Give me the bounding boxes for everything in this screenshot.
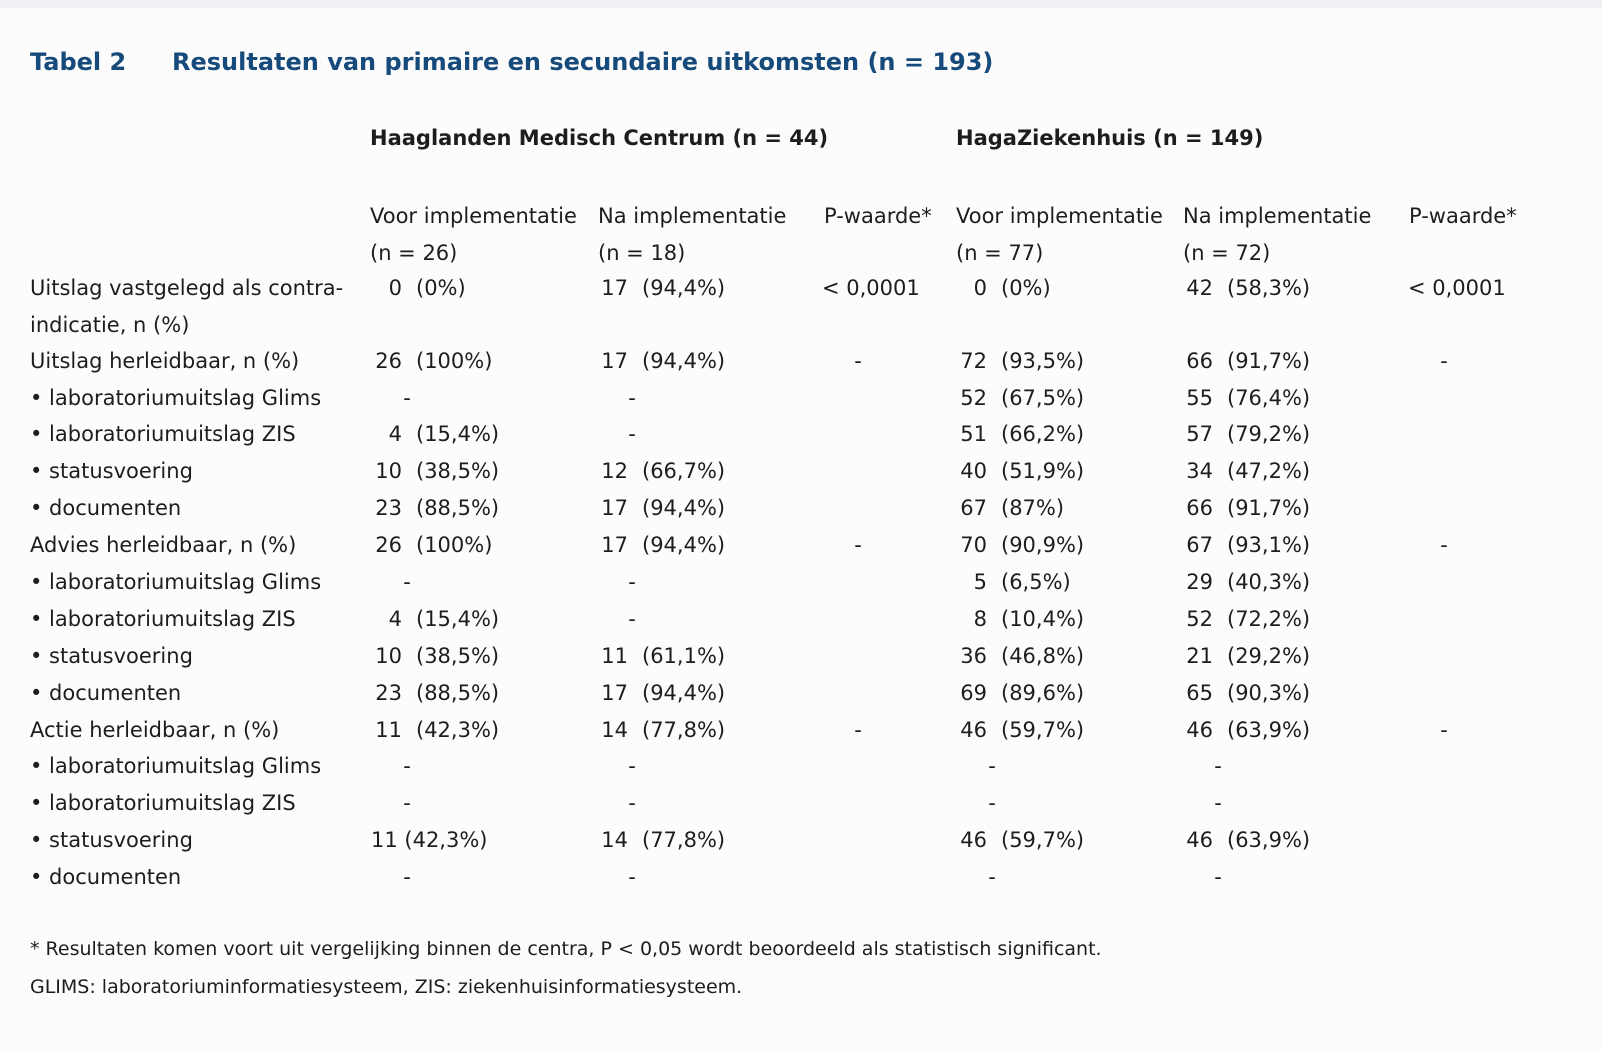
row-label: • statusvoering (30, 828, 193, 852)
cell-count: 14 (601, 718, 628, 742)
cell-percentage: (15,4%) (416, 422, 500, 446)
cell-count: 66 (1186, 496, 1213, 520)
cell-empty-dash: - (988, 754, 996, 778)
cell-count: 51 (960, 422, 987, 446)
cell-percentage: (77,8%) (642, 718, 726, 742)
table-row (0, 343, 1602, 380)
table-row (0, 601, 1602, 638)
column-header-label: P-waarde* (1409, 204, 1517, 228)
footnote-abbreviations: GLIMS: laboratoriuminformatiesysteem, ZIS: ziekenhuisinformatiesysteem. (30, 976, 743, 998)
row-label: • laboratoriumuitslag Glims (30, 570, 322, 594)
row-label: • laboratoriumuitslag Glims (30, 386, 322, 410)
cell-count: 46 (960, 828, 987, 852)
cell-percentage: (0%) (416, 276, 466, 300)
column-header-n: (n = 77) (956, 241, 1044, 265)
cell-count: 14 (601, 828, 628, 852)
cell-count: 4 (388, 607, 402, 631)
cell-percentage: (100%) (416, 349, 493, 373)
column-header-n: (n = 72) (1183, 241, 1271, 265)
cell-percentage: (67,5%) (1001, 386, 1085, 410)
column-header-label: Voor implementatie (370, 204, 577, 228)
cell-percentage: (59,7%) (1001, 828, 1085, 852)
cell-percentage: (66,7%) (642, 459, 726, 483)
row-label: Uitslag vastgelegd als contra- (30, 276, 344, 300)
cell-count: 17 (601, 276, 628, 300)
cell-empty-dash: - (628, 386, 636, 410)
cell-p-value: - (1440, 533, 1448, 557)
cell-percentage: (46,8%) (1001, 644, 1085, 668)
cell-percentage: (61,1%) (642, 644, 726, 668)
cell-empty-dash: - (988, 791, 996, 815)
cell-percentage: (87%) (1001, 496, 1065, 520)
column-header (370, 198, 577, 272)
cell-count: 10 (375, 459, 402, 483)
cell-percentage: (88,5%) (416, 496, 500, 520)
row-label: Advies herleidbaar, n (%) (30, 533, 297, 557)
table-title: Resultaten van primaire en secundaire uitkomsten (n = 193) (172, 48, 994, 76)
cell-count: 17 (601, 533, 628, 557)
cell-count: 42 (1186, 276, 1213, 300)
cell-count: 23 (375, 681, 402, 705)
table-row (0, 748, 1602, 785)
cell-count: 10 (375, 644, 402, 668)
cell-percentage: (94,4%) (642, 681, 726, 705)
cell-count: 12 (601, 459, 628, 483)
cell-empty-dash: - (403, 865, 411, 889)
cell-percentage: (76,4%) (1227, 386, 1311, 410)
cell-count: 4 (388, 422, 402, 446)
cell-percentage: (88,5%) (416, 681, 500, 705)
column-header (598, 198, 786, 272)
cell-empty-dash: - (403, 386, 411, 410)
cell-p-value: - (1440, 349, 1448, 373)
cell-value: 11 (42,3%) (371, 828, 488, 852)
cell-empty-dash: - (988, 865, 996, 889)
cell-percentage: (38,5%) (416, 459, 500, 483)
row-label: Uitslag herleidbaar, n (%) (30, 349, 300, 373)
row-label: • laboratoriumuitslag ZIS (30, 422, 296, 446)
cell-empty-dash: - (403, 570, 411, 594)
row-label: • laboratoriumuitslag ZIS (30, 791, 296, 815)
cell-percentage: (72,2%) (1227, 607, 1311, 631)
cell-count: 23 (375, 496, 402, 520)
cell-empty-dash: - (403, 791, 411, 815)
cell-count: 5 (973, 570, 987, 594)
cell-percentage: (94,4%) (642, 496, 726, 520)
footnote-significance: * Resultaten komen voort uit vergelijking binnen de centra, P < 0,05 wordt beoordeeld als statistisch significant. (30, 938, 1102, 960)
column-header-label: Voor implementatie (956, 204, 1163, 228)
cell-count: 65 (1186, 681, 1213, 705)
cell-percentage: (89,6%) (1001, 681, 1085, 705)
cell-empty-dash: - (628, 791, 636, 815)
cell-count: 0 (973, 276, 987, 300)
row-label: • laboratoriumuitslag Glims (30, 754, 322, 778)
cell-empty-dash: - (1214, 791, 1222, 815)
table-row (0, 822, 1602, 859)
column-header-label: P-waarde* (824, 204, 932, 228)
column-header-label: Na implementatie (1183, 204, 1372, 228)
top-band (0, 0, 1602, 8)
table-caption (30, 48, 993, 76)
row-label-continued: indicatie, n (%) (30, 313, 190, 337)
cell-percentage: (66,2%) (1001, 422, 1085, 446)
cell-percentage: (6,5%) (1001, 570, 1071, 594)
table-row (0, 416, 1602, 453)
cell-percentage: (90,9%) (1001, 533, 1085, 557)
cell-count: 29 (1186, 570, 1213, 594)
column-header (956, 198, 1163, 272)
cell-count: 11 (601, 644, 628, 668)
cell-p-value: - (854, 533, 862, 557)
cell-count: 21 (1186, 644, 1213, 668)
cell-empty-dash: - (1214, 754, 1222, 778)
cell-percentage: (63,9%) (1227, 718, 1311, 742)
cell-count: 17 (601, 496, 628, 520)
table-row (0, 490, 1602, 527)
column-header (1183, 198, 1371, 272)
cell-count: 46 (960, 718, 987, 742)
cell-count: 40 (960, 459, 987, 483)
cell-empty-dash: - (628, 607, 636, 631)
cell-empty-dash: - (403, 754, 411, 778)
cell-count: 17 (601, 681, 628, 705)
table-row (0, 564, 1602, 601)
table-row (0, 859, 1602, 896)
cell-p-value: - (1440, 718, 1448, 742)
cell-percentage: (51,9%) (1001, 459, 1085, 483)
cell-percentage: (40,3%) (1227, 570, 1311, 594)
cell-empty-dash: - (628, 422, 636, 446)
cell-empty-dash: - (628, 754, 636, 778)
cell-count: 67 (1186, 533, 1213, 557)
cell-percentage: (93,1%) (1227, 533, 1311, 557)
table-row (0, 527, 1602, 564)
cell-count: 72 (960, 349, 987, 373)
cell-count: 11 (375, 718, 402, 742)
cell-p-value: < 0,0001 (822, 276, 920, 300)
group-header-haga: HagaZiekenhuis (n = 149) (956, 126, 1264, 150)
group-header-hmc: Haaglanden Medisch Centrum (n = 44) (370, 126, 829, 150)
table-row (0, 453, 1602, 490)
table-row (0, 675, 1602, 712)
row-label: • documenten (30, 496, 182, 520)
cell-count: 46 (1186, 718, 1213, 742)
table-row (0, 712, 1602, 749)
cell-percentage: (63,9%) (1227, 828, 1311, 852)
cell-percentage: (79,2%) (1227, 422, 1311, 446)
cell-count: 69 (960, 681, 987, 705)
cell-percentage: (0%) (1001, 276, 1051, 300)
cell-count: 70 (960, 533, 987, 557)
cell-count: 52 (1186, 607, 1213, 631)
cell-count: 57 (1186, 422, 1213, 446)
cell-count: 34 (1186, 459, 1213, 483)
cell-count: 55 (1186, 386, 1213, 410)
cell-p-value: - (854, 718, 862, 742)
cell-count: 0 (388, 276, 402, 300)
row-label: Actie herleidbaar, n (%) (30, 718, 280, 742)
column-header-n: (n = 18) (598, 241, 686, 265)
table-row (0, 380, 1602, 417)
row-label: • laboratoriumuitslag ZIS (30, 607, 296, 631)
table-row (0, 785, 1602, 822)
column-header (1409, 198, 1517, 235)
cell-count: 8 (973, 607, 987, 631)
column-header (824, 198, 932, 235)
cell-count: 26 (375, 533, 402, 557)
cell-count: 52 (960, 386, 987, 410)
table-row (0, 270, 1602, 337)
row-label: • statusvoering (30, 644, 193, 668)
cell-percentage: (77,8%) (642, 828, 726, 852)
column-header-label: Na implementatie (598, 204, 787, 228)
cell-percentage: (90,3%) (1227, 681, 1311, 705)
cell-percentage: (59,7%) (1001, 718, 1085, 742)
cell-percentage: (58,3%) (1227, 276, 1311, 300)
cell-p-value: < 0,0001 (1408, 276, 1506, 300)
cell-count: 67 (960, 496, 987, 520)
cell-percentage: (15,4%) (416, 607, 500, 631)
cell-percentage: (91,7%) (1227, 349, 1311, 373)
cell-percentage: (29,2%) (1227, 644, 1311, 668)
cell-percentage: (42,3%) (416, 718, 500, 742)
row-label: • documenten (30, 865, 182, 889)
cell-empty-dash: - (1214, 865, 1222, 889)
table-row (0, 638, 1602, 675)
cell-percentage: (38,5%) (416, 644, 500, 668)
cell-percentage: (94,4%) (642, 349, 726, 373)
table-number: Tabel 2 (30, 48, 127, 76)
cell-count: 46 (1186, 828, 1213, 852)
cell-empty-dash: - (628, 570, 636, 594)
cell-empty-dash: - (628, 865, 636, 889)
cell-count: 66 (1186, 349, 1213, 373)
cell-percentage: (94,4%) (642, 533, 726, 557)
cell-percentage: (93,5%) (1001, 349, 1085, 373)
cell-p-value: - (854, 349, 862, 373)
cell-percentage: (94,4%) (642, 276, 726, 300)
cell-count: 17 (601, 349, 628, 373)
cell-count: 26 (375, 349, 402, 373)
cell-percentage: (100%) (416, 533, 493, 557)
cell-percentage: (47,2%) (1227, 459, 1311, 483)
row-label: • statusvoering (30, 459, 193, 483)
column-header-n: (n = 26) (370, 241, 458, 265)
cell-count: 36 (960, 644, 987, 668)
cell-percentage: (10,4%) (1001, 607, 1085, 631)
cell-percentage: (91,7%) (1227, 496, 1311, 520)
row-label: • documenten (30, 681, 182, 705)
